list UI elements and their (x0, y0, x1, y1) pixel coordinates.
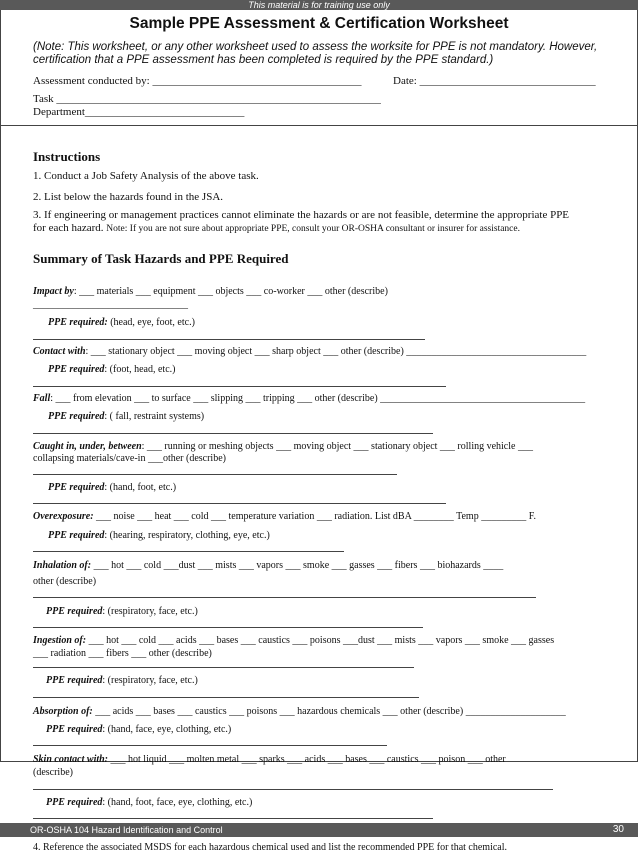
hazard-overexposure: Overexposure: ___ noise ___ heat ___ cold ___ temperature variation ___ radiation. List dBA ________ Temp _________ F. (33, 511, 536, 522)
hazard-inhalation-line: other (describe) (33, 576, 97, 587)
answer-line[interactable] (33, 474, 397, 475)
answer-line[interactable] (33, 627, 423, 628)
instruction-step-2: 2. List below the hazards found in the JSA. (33, 191, 224, 203)
summary-heading: Summary of Task Hazards and PPE Required (33, 251, 289, 266)
hazard-ingestion-line: ___ radiation ___ fibers ___ other (describe) (33, 648, 212, 659)
answer-line[interactable] (33, 503, 446, 504)
hazard-absorption: Absorption of: ___ acids ___ bases ___ caustics ___ poisons ___ hazardous chemicals ___ other (describe) ____________________ (33, 706, 566, 717)
answer-line[interactable] (33, 386, 446, 387)
date-field[interactable]: Date: ________________________________ (393, 75, 596, 87)
instruction-step-3-cont: for each hazard. Note: If you are not sure about appropriate PPE, consult your OR-OSHA consultant or insurer for assistance. (33, 222, 520, 234)
hazard-impact-line[interactable]: _______________________________ (33, 299, 188, 310)
ppe-contact: PPE required: (foot, head, etc.) (48, 364, 176, 375)
instructions-heading: Instructions (33, 149, 101, 164)
ppe-caught: PPE required: (hand, foot, etc.) (48, 482, 177, 493)
answer-line[interactable] (33, 597, 536, 598)
hazard-skin: Skin contact with: ___ hot liquid ___ molten metal ___ sparks ___ acids ___ bases ___ caustics ___ poison ___ other (33, 754, 506, 765)
answer-line[interactable] (33, 667, 414, 668)
ppe-impact: PPE required: (head, eye, foot, etc.) (48, 317, 195, 328)
ppe-absorption: PPE required: (hand, face, eye, clothing, etc.) (46, 724, 232, 735)
hazard-caught: Caught in, under, between: ___ running or meshing objects ___ moving object ___ stationary object ___ rolling vehicle ___ (33, 441, 533, 452)
hazard-ingestion: Ingestion of: ___ hot ___ cold ___ acids ___ bases ___ caustics ___ poisons ___dust ___ mists ___ vapors ___ smoke ___ gasses (33, 635, 555, 646)
answer-line[interactable] (33, 433, 433, 434)
worksheet-title: Sample PPE Assessment & Certification Worksheet (129, 15, 509, 32)
cutoff-text: 4. Reference the associated MSDS for each hazardous chemical used and list the recommended PPE for that chemical. (33, 842, 507, 851)
task-field[interactable]: Task ___________________________________________________________ (33, 93, 381, 105)
answer-line[interactable] (33, 745, 387, 746)
hazard-caught-line: collapsing materials/cave-in ___other (describe) (33, 453, 226, 464)
training-banner: This material is for training use only (0, 0, 638, 10)
answer-line[interactable] (33, 339, 425, 340)
answer-line[interactable] (33, 551, 344, 552)
answer-line[interactable] (33, 697, 419, 698)
next-page-strip (0, 837, 638, 851)
instruction-note: Note: If you are not sure about appropriate PPE, consult your OR-OSHA consultant or insurer for assistance. (106, 224, 520, 234)
hazard-inhalation: Inhalation of: ___ hot ___ cold ___dust ___ mists ___ vapors ___ smoke ___ gasses ___ fibers ___ biohazards ____ (33, 560, 504, 571)
assessment-field[interactable]: Assessment conducted by: ______________________________________ (33, 75, 362, 87)
hazard-contact: Contact with: ___ stationary object ___ moving object ___ sharp object ___ other (describe) ____________________________________ (33, 346, 587, 357)
page-footer (0, 823, 638, 837)
hazard-skin-line: (describe) (33, 767, 73, 778)
hazard-fall: Fall: ___ from elevation ___ to surface ___ slipping ___ tripping ___ other (describe) _________________________________________ (33, 393, 586, 404)
worksheet-note: (Note: This worksheet, or any other worksheet used to assess the worksite for PPE is not mandatory. However, certification that a PPE assessment has been completed is required by the PPE standard.) (33, 41, 598, 66)
department-field[interactable]: Department_____________________________ (33, 106, 245, 118)
instruction-step-3: 3. If engineering or management practices cannot eliminate the hazards or are not feasible, determine the appropriate PPE (33, 209, 570, 221)
hazard-impact: Impact by: ___ materials ___ equipment ___ objects ___ co-worker ___ other (describe) (33, 286, 388, 297)
ppe-skin: PPE required: (hand, foot, face, eye, clothing, etc.) (46, 797, 253, 808)
ppe-fall: PPE required: ( fall, restraint systems) (48, 411, 205, 422)
answer-line[interactable] (33, 789, 553, 790)
footer-course: OR-OSHA 104 Hazard Identification and Control (30, 825, 223, 835)
answer-line[interactable] (33, 818, 433, 819)
ppe-inhalation: PPE required: (respiratory, face, etc.) (46, 606, 198, 617)
page-number: 30 (612, 824, 624, 835)
ppe-overexposure: PPE required: (hearing, respiratory, clothing, eye, etc.) (48, 530, 270, 541)
ppe-ingestion: PPE required: (respiratory, face, etc.) (46, 675, 198, 686)
instruction-step-1: 1. Conduct a Job Safety Analysis of the above task. (33, 170, 259, 182)
